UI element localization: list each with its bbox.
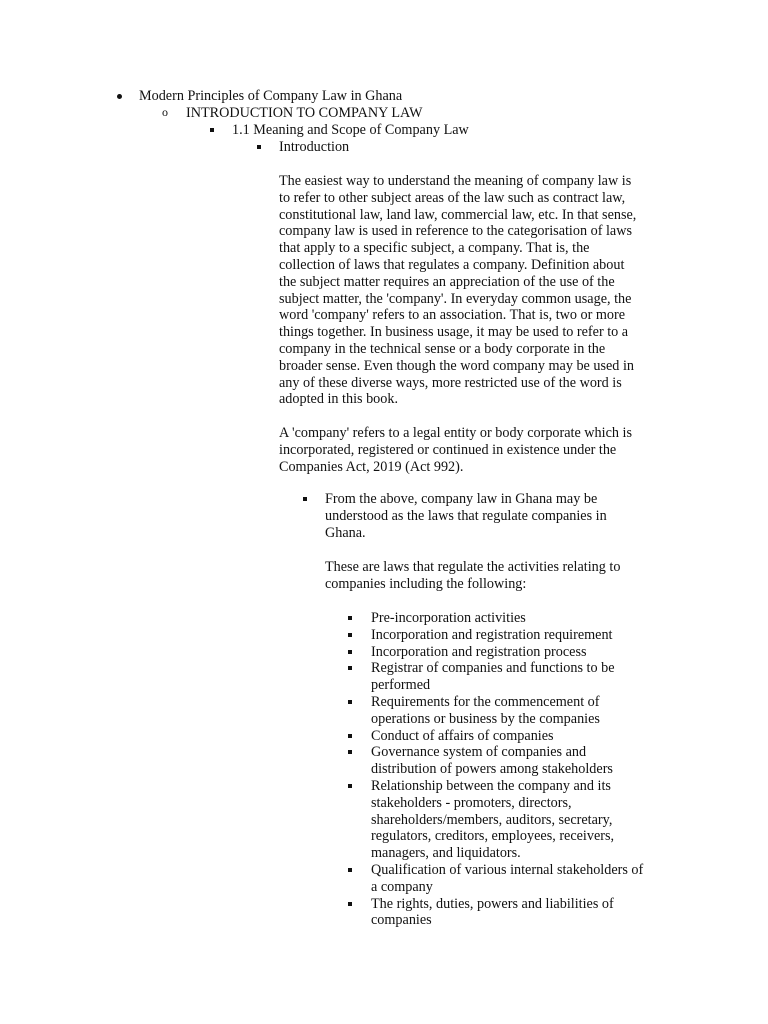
square-bullet-icon	[348, 902, 352, 906]
paragraph-line: word 'company' refers to an association. That is, two or more	[279, 307, 626, 324]
square-bullet-icon	[348, 734, 352, 738]
level-5-followup	[325, 559, 620, 593]
paragraph-line: collection of laws that regulates a company. Definition about	[279, 256, 625, 273]
level-5-item	[325, 491, 607, 541]
paragraph-line: Ghana.	[325, 524, 366, 541]
list-item-line: shareholders/members, auditors, secretary,	[371, 811, 613, 828]
list-item-line: Requirements for the commencement of	[371, 693, 600, 710]
disc-bullet-icon	[117, 94, 122, 99]
heading-level-2: INTRODUCTION TO COMPANY LAW	[186, 105, 423, 121]
paragraph-line: that apply to a specific subject, a company. That is, the	[279, 240, 590, 257]
list-item	[371, 728, 643, 745]
list-item-line: Incorporation and registration requirement	[371, 626, 613, 643]
list-item-line: regulators, creditors, employees, receivers,	[371, 828, 615, 845]
list-item	[371, 644, 643, 661]
paragraph-line: incorporated, registered or continued in existence under the	[279, 441, 617, 458]
paragraph-line: From the above, company law in Ghana may be	[325, 491, 598, 507]
heading-level-4: Introduction	[279, 139, 350, 155]
square-bullet-icon	[303, 497, 307, 501]
list-item-line: operations or business by the companies	[371, 710, 600, 727]
paragraph-line: The easiest way to understand the meaning of company law is	[279, 173, 632, 189]
square-bullet-icon	[348, 868, 352, 872]
square-bullet-icon	[348, 616, 352, 620]
list-item	[371, 627, 643, 644]
list-item	[371, 660, 643, 694]
square-bullet-icon	[257, 145, 261, 149]
paragraph-line: broader sense. Even though the word company may be used in	[279, 357, 634, 374]
paragraph-line: the subject matter requires an appreciation of the use of the	[279, 273, 615, 290]
list-item-line: Incorporation and registration process	[371, 643, 587, 660]
square-bullet-icon	[348, 750, 352, 754]
paragraph-line: company in the technical sense or a body corporate in the	[279, 340, 606, 357]
list-item-line: Conduct of affairs of companies	[371, 727, 554, 744]
list-item-line: The rights, duties, powers and liabilities of	[371, 895, 614, 912]
activities-list	[371, 610, 643, 929]
list-item	[371, 862, 643, 896]
list-item-line: Registrar of companies and functions to be	[371, 660, 615, 677]
paragraph-line: companies including the following:	[325, 575, 527, 592]
square-bullet-icon	[348, 633, 352, 637]
square-bullet-icon	[348, 784, 352, 788]
paragraph-line: Companies Act, 2019 (Act 992).	[279, 458, 464, 475]
paragraph-line: constitutional law, land law, commercial law, etc. In that sense,	[279, 206, 637, 223]
list-item	[371, 896, 643, 930]
heading-level-1: Modern Principles of Company Law in Ghana	[139, 88, 403, 104]
definition-paragraph	[279, 425, 632, 475]
square-bullet-icon	[348, 650, 352, 654]
paragraph-line: A 'company' refers to a legal entity or body corporate which is	[279, 425, 632, 441]
list-item	[371, 694, 643, 728]
list-item	[371, 778, 643, 862]
list-item-line: companies	[371, 912, 432, 929]
paragraph-line: understood as the laws that regulate companies in	[325, 507, 607, 524]
list-item-line: Qualification of various internal stakeholders of	[371, 861, 644, 878]
list-item-line: managers, and liquidators.	[371, 845, 521, 862]
square-bullet-icon	[348, 700, 352, 704]
paragraph-line: things together. In business usage, it may be used to refer to a	[279, 324, 629, 341]
circle-bullet-icon: o	[162, 105, 168, 119]
paragraph-line: adopted in this book.	[279, 391, 399, 408]
paragraph-line: to refer to other subject areas of the law such as contract law,	[279, 189, 626, 206]
square-bullet-icon	[210, 128, 214, 132]
heading-level-3: 1.1 Meaning and Scope of Company Law	[232, 122, 469, 138]
list-item-line: stakeholders - promoters, directors,	[371, 794, 572, 811]
list-item	[371, 744, 643, 778]
intro-paragraph	[279, 173, 636, 408]
list-item-line: performed	[371, 677, 431, 694]
list-item-line: Governance system of companies and	[371, 744, 587, 761]
paragraph-line: any of these diverse ways, more restricted use of the word is	[279, 374, 622, 391]
list-item-line: Pre-incorporation activities	[371, 610, 526, 626]
list-item-line: Relationship between the company and its	[371, 777, 611, 794]
paragraph-line: company law is used in reference to the categorisation of laws	[279, 223, 632, 240]
list-item	[371, 610, 643, 627]
list-item-line: distribution of powers among stakeholders	[371, 761, 613, 778]
paragraph-line: These are laws that regulate the activities relating to	[325, 559, 621, 575]
square-bullet-icon	[348, 666, 352, 670]
paragraph-line: subject matter, the 'company'. In everyday common usage, the	[279, 290, 632, 307]
list-item-line: a company	[371, 878, 433, 895]
